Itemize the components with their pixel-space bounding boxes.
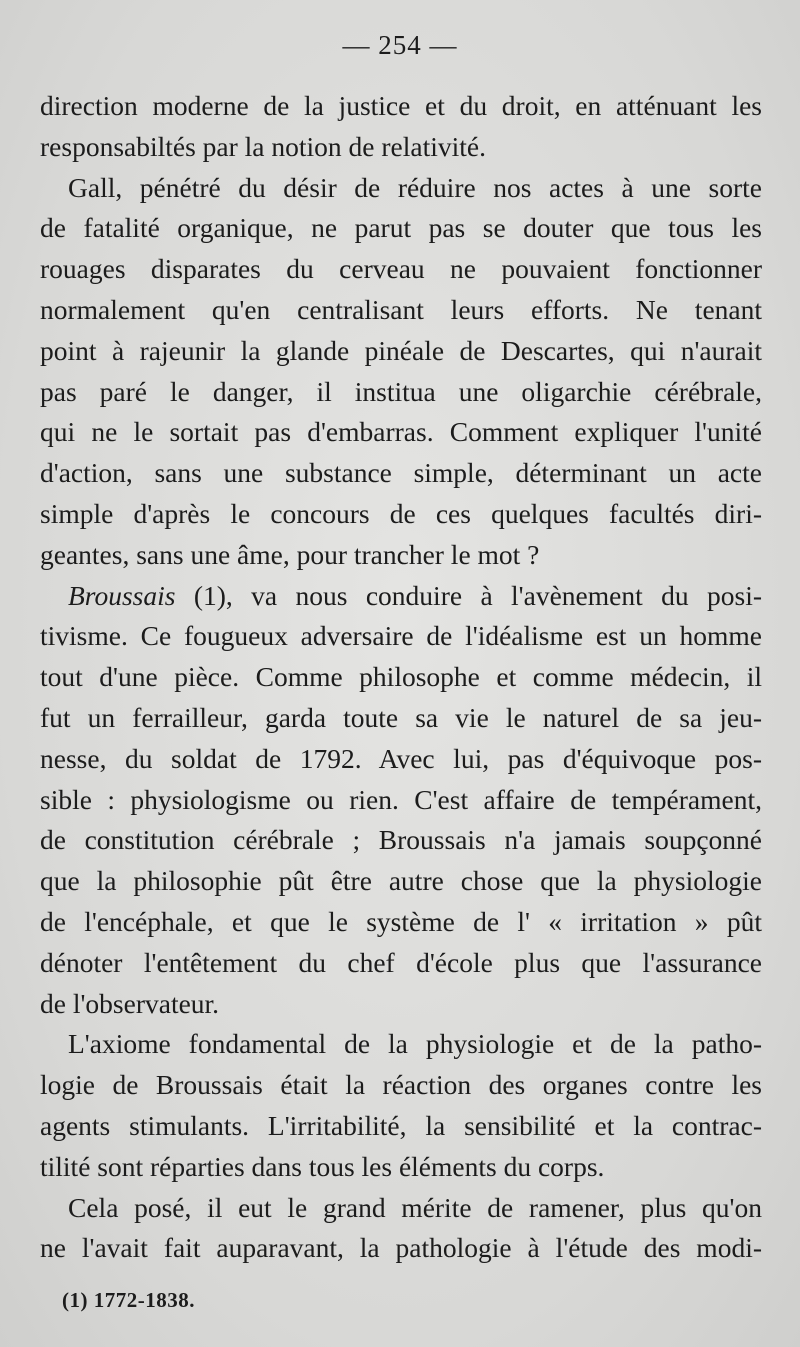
- text-line: responsabiltés par la notion de relativité.: [40, 130, 486, 162]
- text-line: [40, 1188, 762, 1229]
- text-line: d'action, sans une substance simple, déterminant un acte: [40, 457, 762, 489]
- text-line: nesse, du soldat de 1792. Avec lui, pas d'équivoque pos-: [40, 742, 762, 774]
- text-line: dénoter l'entêtement du chef d'école plus que l'assurance: [40, 946, 762, 978]
- text-line: fut un ferrailleur, garda toute sa vie le naturel de sa jeu-: [40, 701, 762, 733]
- text-line: de fatalité organique, ne parut pas se douter que tous les: [40, 212, 762, 244]
- text-line: sible : physiologisme ou rien. C'est affaire de tempérament,: [40, 783, 762, 815]
- text-line: simple d'après le concours de ces quelques facultés diri-: [40, 497, 762, 529]
- text-line: point à rajeunir la glande pinéale de Descartes, qui n'aurait: [40, 334, 762, 366]
- body-text: [40, 86, 762, 1269]
- text-line: [40, 168, 762, 209]
- text-line: ne l'avait fait auparavant, la pathologie à l'étude des modi-: [40, 1232, 762, 1264]
- text-line: [40, 1024, 762, 1065]
- author-name-italic: Broussais: [68, 579, 176, 611]
- text-line: direction moderne de la justice et du droit, en atténuant les: [40, 90, 762, 121]
- text-line: logie de Broussais était la réaction des organes contre les: [40, 1069, 762, 1101]
- text-line: [40, 576, 762, 617]
- text-line: de l'encéphale, et que le système de l' « irritation » pût: [40, 905, 762, 937]
- text-line: pas paré le danger, il institua une oligarchie cérébrale,: [40, 375, 762, 407]
- text-line: geantes, sans une âme, pour trancher le mot ?: [40, 538, 540, 570]
- text-line-content: L'axiome fondamental de la physiologie et de la patho-: [68, 1028, 762, 1060]
- text-line-content: (1), va nous conduire à l'avènement du posi-: [175, 579, 762, 611]
- footnote: (1) 1772-1838.: [62, 1288, 195, 1312]
- text-line: rouages disparates du cerveau ne pouvaient fonctionner: [40, 253, 762, 285]
- text-line: normalement qu'en centralisant leurs efforts. Ne tenant: [40, 293, 762, 325]
- text-line: tout d'une pièce. Comme philosophe et comme médecin, il: [40, 661, 762, 693]
- text-line: tivisme. Ce fougueux adversaire de l'idéalisme est un homme: [40, 620, 762, 652]
- text-line: de l'observateur.: [40, 987, 220, 1019]
- text-line-content: Gall, pénétré du désir de réduire nos actes à une sorte: [68, 171, 762, 203]
- page-number: — 254 —: [342, 30, 458, 60]
- text-line: qui ne le sortait pas d'embarras. Comment expliquer l'unité: [40, 416, 762, 448]
- text-line: tilité sont réparties dans tous les éléments du corps.: [40, 1150, 605, 1182]
- text-line-content: Cela posé, il eut le grand mérite de ramener, plus qu'on: [68, 1191, 762, 1223]
- text-line: que la philosophie pût être autre chose que la physiologie: [40, 865, 762, 897]
- text-line: agents stimulants. L'irritabilité, la sensibilité et la contrac-: [40, 1109, 762, 1141]
- text-line: de constitution cérébrale ; Broussais n'a jamais soupçonné: [40, 824, 762, 856]
